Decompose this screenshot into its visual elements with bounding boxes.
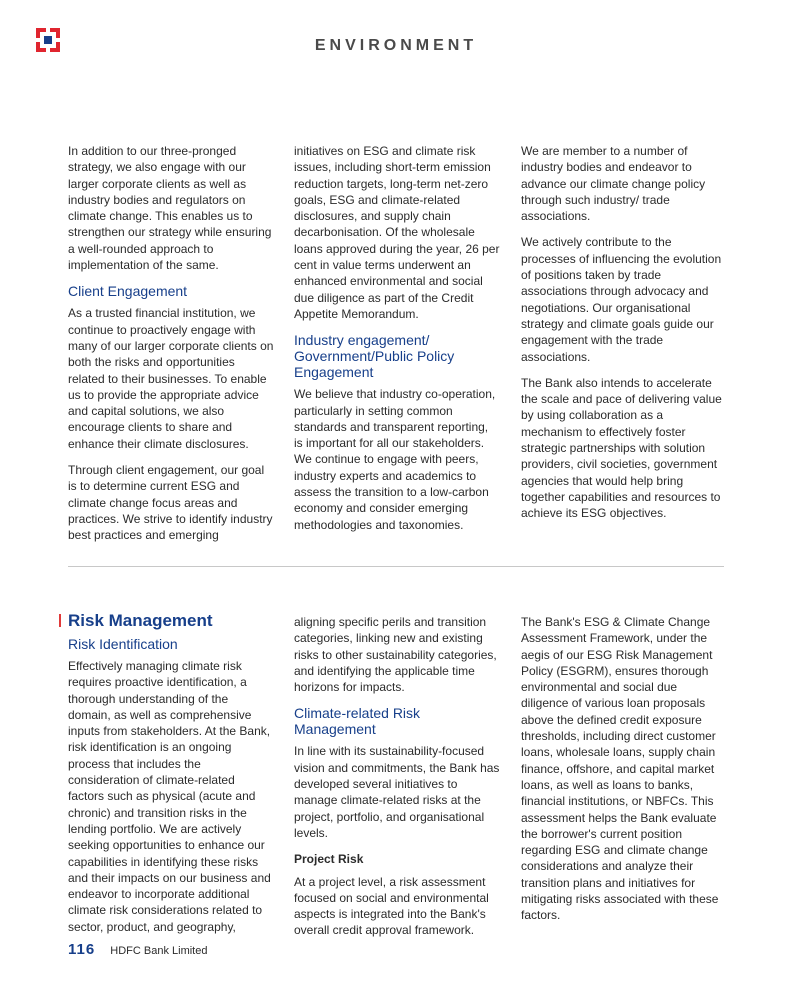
heading-climate-risk-management: Climate-related Risk Management — [294, 705, 421, 738]
paragraph: Through client engagement, our goal is to determine current ESG and climate change focus areas and practices. We strive to identify industry best practices and emerging — [68, 463, 273, 543]
paragraph: The Bank also intends to accelerate the scale and pace of delivering value by using collaboration as a mechanism to effectively foster strategic partnerships with solution providers, civil societies, government agencies that would help bring together capabilities and resources to achieve its ESG objectives. — [521, 375, 722, 521]
page-number: 116 — [68, 941, 96, 958]
paragraph: In line with its sustainability-focused vision and commitments, the Bank has developed several initiatives to manage climate-related risks at the project, portfolio, and organisational levels. — [294, 744, 500, 840]
top-column-2 — [294, 143, 500, 533]
bottom-column-1 — [68, 611, 274, 935]
paragraph: aligning specific perils and transition categories, linking new and existing risks to other sustainability categories, and identifying the applicable time horizons for impacts. — [294, 615, 497, 695]
paragraph: The Bank's ESG & Climate Change Assessment Framework, under the aegis of our ESG Risk Management Policy (ESGRM), ensures thorough environmental and social due diligence of various loan proposals above the defined credit exposure thresholds, including direct customer loans, wholesale loans, supply chain finance, offshore, and capital market loans, as well as loans to banks, financial institutions, or NBFCs. This assessment helps the Bank evaluate the borrower's current position regarding ESG and climate change considerations and analyze their transition plans and initiatives for mitigating risks associated with these factors. — [521, 615, 719, 923]
heading-accent-bar — [59, 614, 61, 627]
section-title: ENVIRONMENT — [314, 37, 478, 54]
company-name: HDFC Bank Limited — [110, 945, 208, 957]
bottom-column-3 — [521, 614, 727, 924]
section-divider — [68, 566, 724, 567]
heading-industry-engagement: Industry engagement/ Government/Public Policy Engagement — [294, 332, 455, 381]
paragraph: We actively contribute to the processes of influencing the evolution of positions taken by trade associations through advocacy and negotiations. Our organisational strategy and climate goals guide our engagement with the trade associations. — [521, 235, 722, 364]
paragraph: initiatives on ESG and climate risk issues, including short-term emission reduction targets, long-term net-zero goals, ESG and climate-related disclosures, and supply chain decarbonisation. Of the wholesale loans approved during the year, 26 per cent in value terms underwent an enhanced environmental and social due diligence as part of the Credit Appetite Memorandum. — [294, 144, 500, 321]
paragraph: Effectively managing climate risk requires proactive identification, a thorough understanding of the domain, as well as comprehensive inputs from stakeholders. At the Bank, risk identification is an ongoing process that includes the consideration of climate-related factors such as physical (acute and chronic) and transition risks in the lending portfolio. We are actively seeking opportunities to enhance our capabilities in identifying these risks and their impacts on our business and endeavor to incorporate additional climate risk considerations related to sector, product, and geography, — [68, 659, 271, 934]
paragraph: We believe that industry co-operation, particularly in setting common standards and transparent reporting, is important for all our stakeholders. We continue to engage with peers, industry experts and academics to assess the transition to a low-carbon economy and consider emerging methodologies and taxonomies. — [294, 387, 496, 532]
heading-client-engagement: Client Engagement — [68, 283, 188, 300]
paragraph: We are member to a number of industry bodies and endeavor to advance our climate change policy through such industry/ trade associations. — [521, 144, 706, 224]
heading-project-risk: Project Risk — [294, 852, 364, 867]
paragraph: As a trusted financial institution, we continue to proactively engage with many of our larger corporate clients on both the risks and opportunities related to their businesses. To enable us to provide the appropriate advice and capital solutions, we also encourage clients to share and enhance their climate disclosures. — [68, 306, 274, 451]
bottom-column-2 — [294, 614, 500, 939]
top-column-3 — [521, 143, 727, 522]
heading-risk-identification: Risk Identification — [68, 636, 178, 652]
paragraph: In addition to our three-pronged strategy, we also engage with our larger corporate clients as well as industry bodies and regulators on climate change. This enables us to strengthen our strategy while ensuring a well-rounded approach to implementation of the same. — [68, 144, 272, 273]
heading-risk-management: Risk Management — [68, 611, 213, 630]
page-footer — [68, 941, 207, 958]
paragraph: At a project level, a risk assessment focused on social and environmental aspects is integrated into the Bank's overall credit approval framework. — [294, 874, 489, 938]
top-column-1 — [68, 143, 274, 544]
